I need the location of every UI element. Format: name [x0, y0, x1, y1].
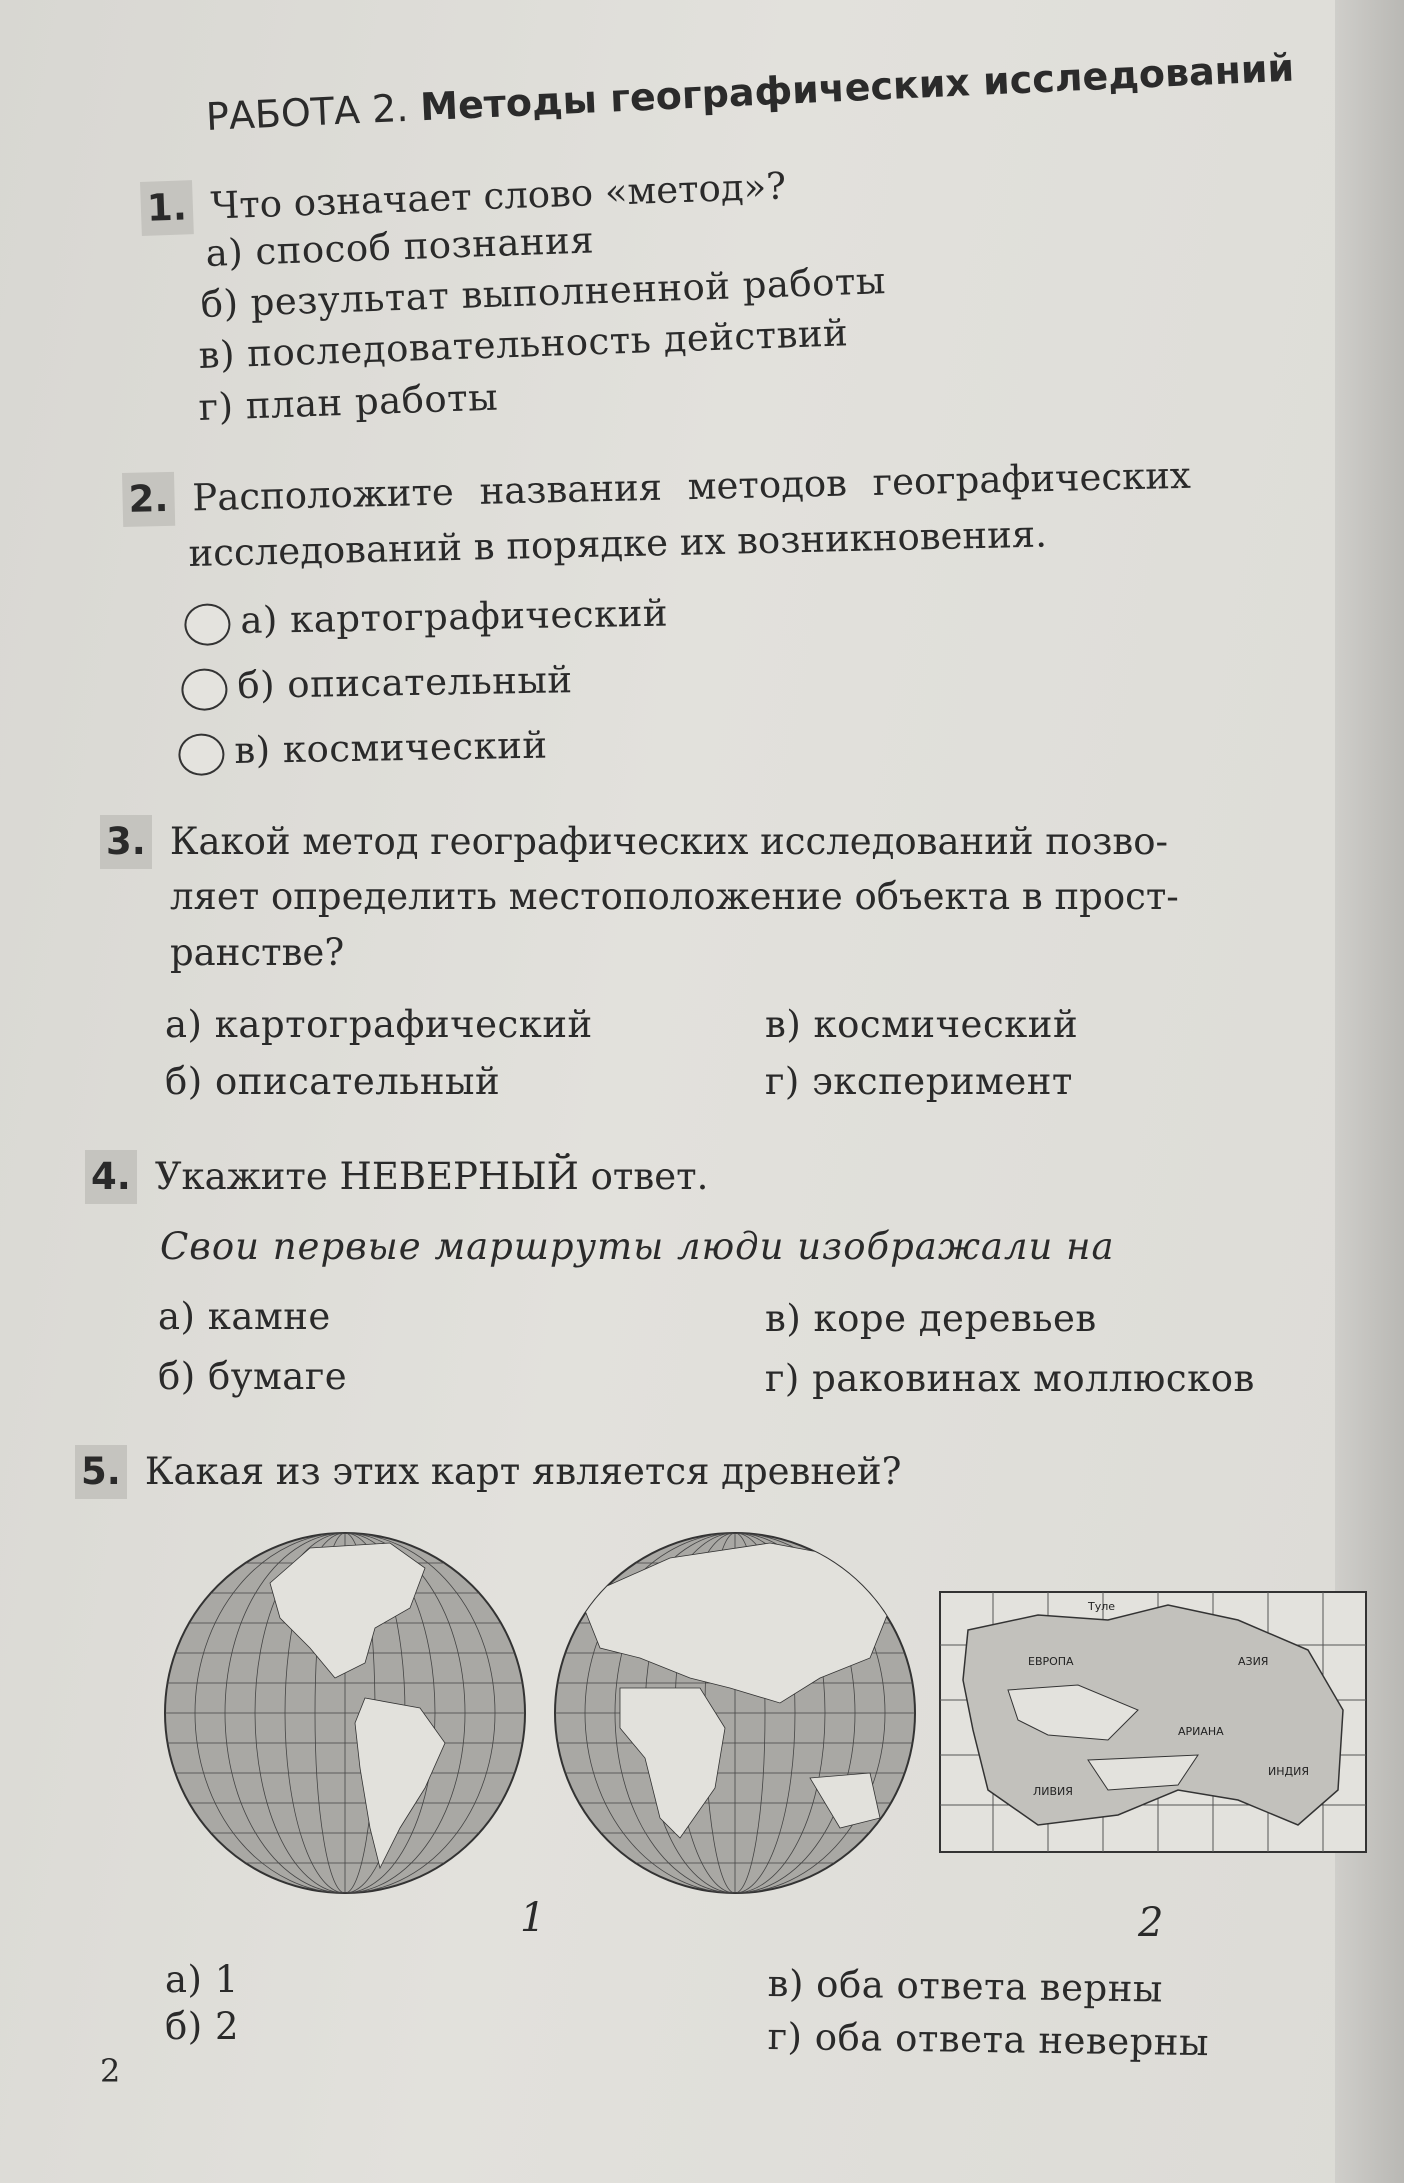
question-text: Какой метод географических исследований позво- [169, 820, 1169, 863]
question-text: Укажите НЕВЕРНЫЙ ответ. [154, 1155, 709, 1198]
globe-eastern-hemisphere [550, 1528, 920, 1898]
title-prefix: РАБОТА 2. [205, 85, 410, 139]
globe-western-hemisphere [160, 1528, 530, 1898]
map-label: АРИАНА [1178, 1725, 1224, 1738]
option-label: в) космический [233, 723, 548, 773]
question-number: 4. [85, 1150, 137, 1204]
question-4 [85, 1150, 708, 1204]
order-circle[interactable] [184, 603, 231, 646]
q5-option-c: в) оба ответа верны [767, 1962, 1164, 2011]
q3-option-c: в) космический [765, 1003, 1079, 1046]
q3-option-b: б) описательный [165, 1060, 501, 1103]
q3-option-d: г) эксперимент [765, 1060, 1073, 1103]
ancient-map [938, 1590, 1368, 1860]
question-number: 5. [75, 1445, 127, 1499]
page-title [205, 44, 1326, 139]
q2-option-c[interactable] [178, 724, 548, 776]
q2-option-b[interactable] [181, 658, 573, 710]
question-number: 3. [100, 815, 152, 869]
q1-option-b: б) результат выполненной работы [200, 259, 887, 326]
q4-option-d: г) раковинах моллюсков [765, 1357, 1255, 1400]
map-label: АЗИЯ [1238, 1655, 1269, 1668]
map-label: ЕВРОПА [1028, 1655, 1074, 1668]
order-circle[interactable] [178, 733, 225, 776]
question-text: Расположите названия методов географических [191, 453, 1192, 520]
q5-option-a: а) 1 [165, 1958, 239, 2001]
map-label-2: 2 [1138, 1900, 1164, 1946]
title-main: Методы географических исследований [419, 45, 1295, 130]
question-text: Что означает слово «метод»? [209, 164, 787, 228]
q1-option-d: г) план работы [198, 375, 499, 429]
map-label: ЛИВИЯ [1033, 1785, 1073, 1798]
question-text: Какая из этих карт является древней? [144, 1450, 902, 1493]
q2-option-a[interactable] [184, 592, 668, 646]
q4-option-b: б) бумаге [158, 1355, 348, 1398]
q1-option-a: а) способ познания [205, 218, 595, 275]
question-3-line3: ранстве? [170, 931, 345, 974]
question-2-line2: исследований в порядке их возникновения. [188, 512, 1048, 575]
q3-option-a: а) картографический [165, 1003, 593, 1046]
map-label: ИНДИЯ [1268, 1765, 1309, 1778]
option-label: а) картографический [239, 591, 669, 643]
map-label-1: 1 [520, 1895, 546, 1941]
q4-option-c: в) коре деревьев [765, 1297, 1097, 1340]
order-circle[interactable] [181, 668, 228, 711]
question-5 [75, 1445, 901, 1499]
q5-option-b: б) 2 [165, 2005, 240, 2048]
q1-option-c: в) последовательность действий [198, 311, 849, 377]
question-number: 1. [140, 180, 194, 236]
question-4-subtext: Свои первые маршруты люди изображали на [160, 1225, 1115, 1268]
map-label: Туле [1088, 1600, 1116, 1613]
question-number: 2. [122, 472, 175, 527]
page-number: 2 [100, 2052, 121, 2090]
option-label: б) описательный [236, 658, 573, 708]
question-3-line2: ляет определить местоположение объекта в прост- [170, 875, 1179, 918]
q4-option-a: а) камне [158, 1295, 331, 1338]
question-3 [100, 815, 1168, 869]
q5-option-d: г) оба ответа неверны [767, 2015, 1210, 2065]
